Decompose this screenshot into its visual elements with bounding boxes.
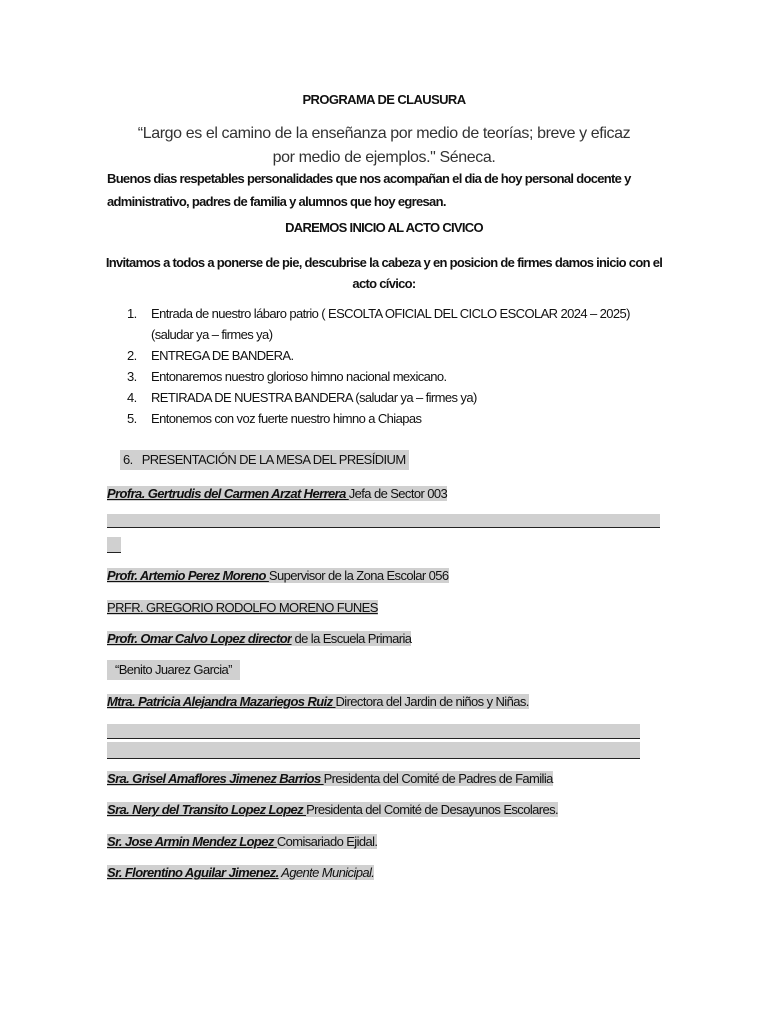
presidium-member [107, 769, 553, 789]
seneca-quote [100, 122, 668, 170]
member-role: Supervisor de la Zona Escolar 056 [268, 568, 449, 583]
member-role: Agente Municipal. [278, 865, 375, 880]
list-number: 3. [127, 369, 137, 384]
member-name: Profra. Gertrudis del Carmen Arzat Herrera [107, 486, 349, 501]
list-number: 4. [127, 390, 137, 405]
member-role: “Benito Juarez Garcia” [115, 662, 232, 677]
list-text: Entonemos con voz fuerte nuestro himno a Chiapas [151, 411, 422, 426]
greeting-paragraph: Buenos dias respetables personalidades que nos acompañan el dia de hoy personal docente y administrativo, padres de familia y alumnos que hoy egresan. [107, 171, 631, 209]
quote-line-1: “Largo es el camino de la enseñanza por medio de teorías; breve y eficaz [137, 125, 631, 142]
member-name: Sra. Grisel Amaflores Jimenez Barrios [107, 771, 324, 786]
list-number: 2. [127, 348, 137, 363]
list-item [127, 345, 672, 366]
list-number: 6. [123, 452, 133, 467]
member-name: Mtra. Patricia Alejandra Mazariegos Ruiz [107, 694, 336, 709]
member-role: Jefa de Sector 003 [348, 486, 448, 501]
list-text: Entonaremos nuestro glorioso himno nacional mexicano. [151, 369, 447, 384]
list-text: PRESENTACIÓN DE LA MESA DEL PRESÍDIUM [141, 452, 406, 467]
list-text: ENTREGA DE BANDERA. [151, 348, 294, 363]
member-name: Profr. Artemio Perez Moreno [107, 568, 269, 583]
invitation-paragraph: Invitamos a todos a ponerse de pie, descubrise la cabeza y en posicion de firmes damos inicio con el acto cívico: [105, 255, 663, 291]
list-number: 1. [127, 306, 137, 321]
member-role: Presidenta del Comité de Desayunos Escolares. [306, 802, 559, 817]
presidium-member [107, 566, 449, 586]
member-role: Directora del Jardin de niños y Niñas. [335, 694, 529, 709]
member-name: Sr. Florentino Aguilar Jimenez. [107, 865, 279, 880]
list-text: Entrada de nuestro lábaro patrio ( ESCOLTA OFICIAL DEL CICLO ESCOLAR 2024 – 2025) (saludar ya – firmes ya) [151, 306, 630, 342]
blank-line-highlight [107, 514, 660, 528]
member-role: Comisariado Ejidal. [276, 834, 378, 849]
member-role: de la Escuela Primaria [291, 631, 412, 646]
blank-line-highlight [107, 742, 640, 758]
presidium-member [107, 629, 411, 649]
program-list [127, 303, 672, 429]
blank-line-highlight [107, 537, 121, 553]
presidium-member [107, 863, 374, 883]
presidium-member [107, 598, 378, 618]
blank-line-highlight [107, 724, 640, 738]
list-item-presidium [120, 450, 409, 470]
presidium-member [107, 832, 377, 852]
school-name [107, 660, 240, 680]
member-name: Sra. Nery del Transito Lopez Lopez [107, 802, 307, 817]
list-item [127, 408, 672, 429]
blank-line [107, 552, 121, 553]
quote-line-2: por medio de ejemplos." Séneca. [272, 149, 496, 166]
list-item [127, 387, 672, 408]
presidium-member [107, 484, 447, 504]
member-name: Profr. Omar Calvo Lopez director [107, 631, 292, 646]
program-title: PROGRAMA DE CLAUSURA [302, 92, 466, 107]
list-item [127, 303, 672, 345]
blank-line [107, 527, 660, 528]
presidium-member [107, 800, 558, 820]
list-item [127, 366, 672, 387]
member-role: PRFR. GREGORIO RODOLFO MORENO FUNES [107, 600, 378, 615]
member-name: Sr. Jose Armin Mendez Lopez [107, 834, 277, 849]
list-text: RETIRADA DE NUESTRA BANDERA (saludar ya – firmes ya) [151, 390, 477, 405]
member-role: Presidenta del Comité de Padres de Familia [323, 771, 553, 786]
blank-line [107, 738, 640, 739]
list-number: 5. [127, 411, 137, 426]
civic-act-heading: DAREMOS INICIO AL ACTO CIVICO [285, 220, 483, 235]
blank-line [107, 758, 640, 759]
presidium-member [107, 692, 529, 712]
